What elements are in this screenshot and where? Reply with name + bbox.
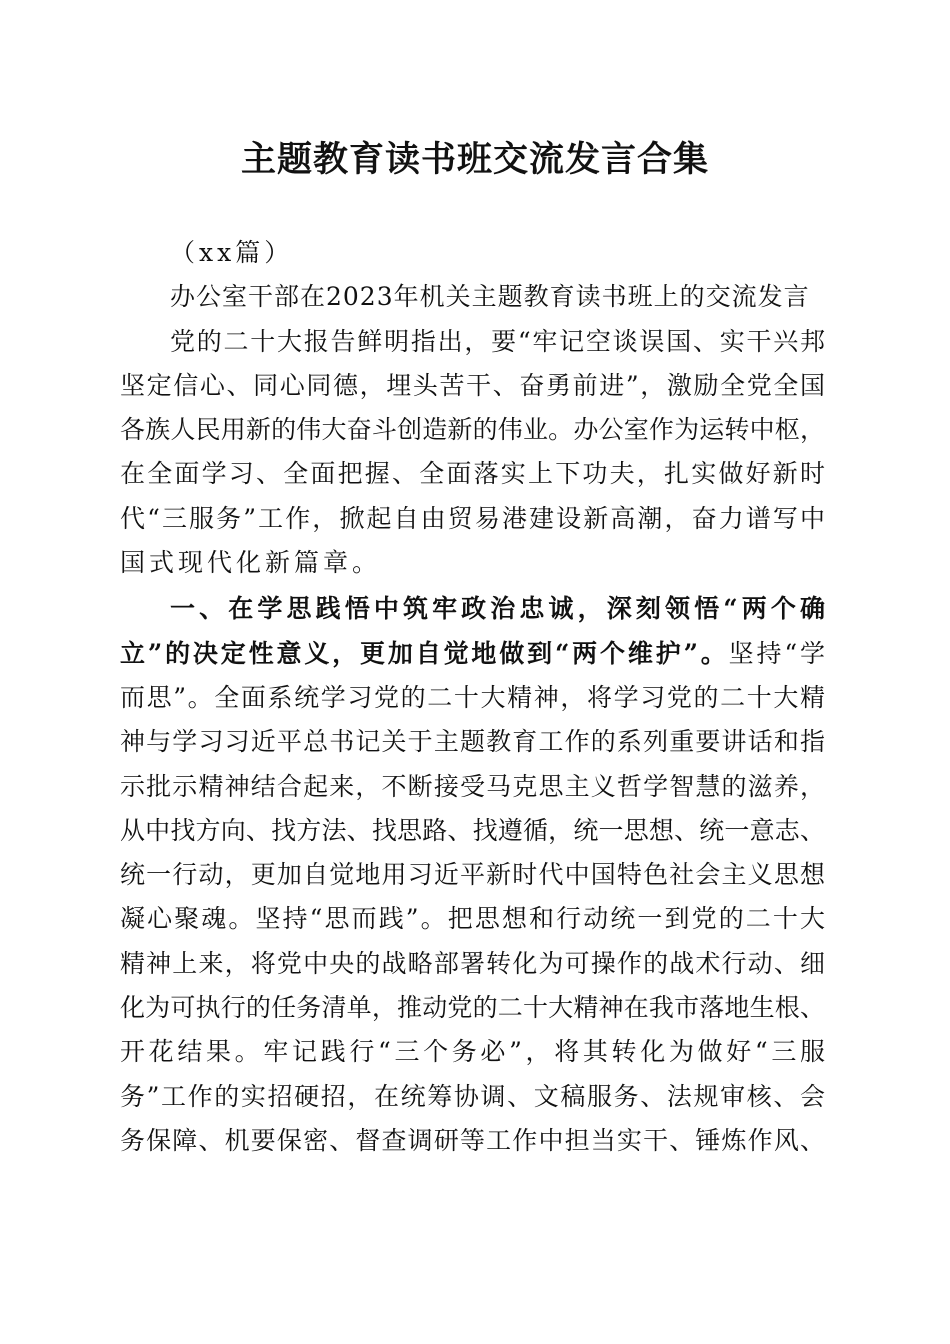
document-title: 主题教育读书班交流发言合集 [240,139,709,180]
speech-title: 办公室干部在2023年机关主题教育读书班上的交流发言 [170,282,810,312]
paragraph-text: 坚持“学 [728,638,825,668]
section-heading-cont: 立”的决定性意义，更加自觉地做到“两个维护”。 [120,638,729,668]
paragraph-line: 精神上来，将党中央的战略部署转化为可操作的战术行动、细 [120,948,825,978]
paragraph-line: 而思”。全面系统学习党的二十大精神，将学习党的二十大精 [120,682,825,712]
paragraph-line: 凝心聚魂。坚持“思而践”。把思想和行动统一到党的二十大 [120,904,825,934]
section-1-paragraph [120,587,825,1163]
paragraph-line: 化为可执行的任务清单，推动党的二十大精神在我市落地生根、 [120,993,825,1023]
paragraph-line: 开花结果。牢记践行“三个务必”，将其转化为做好“三服 [120,1037,825,1067]
paragraph-line: 党的二十大报告鲜明指出，要“牢记空谈误国、实干兴邦 [170,326,825,356]
paragraph-line: 示批示精神结合起来，不断接受马克思主义哲学智慧的滋养， [120,771,825,801]
paragraph-line: 务”工作的实招硬招，在统筹协调、文稿服务、法规审核、会 [120,1081,825,1111]
paragraph-line: 神与学习习近平总书记关于主题教育工作的系列重要讲话和指 [120,727,825,757]
paragraph-line [120,632,825,676]
intro-paragraph [120,320,825,586]
paragraph-line: 代“三服务”工作，掀起自由贸易港建设新高潮，奋力谱写中 [120,503,825,533]
paragraph-line: 坚定信心、同心同德，埋头苦干、奋勇前进”，激励全党全国 [120,370,825,400]
section-heading: 一、在学思践悟中筑牢政治忠诚，深刻领悟“两个确 [170,594,825,624]
paragraph-line: 统一行动，更加自觉地用习近平新时代中国特色社会主义思想 [120,860,825,890]
paragraph-line: 务保障、机要保密、督查调研等工作中担当实干、锤炼作风、 [120,1125,825,1155]
paragraph-line: 在全面学习、全面把握、全面落实上下功夫，扎实做好新时 [120,459,825,489]
paragraph-line: 国式现代化新篇章。 [120,548,382,578]
paragraph-line: 各族人民用新的伟大奋斗创造新的伟业。办公室作为运转中枢， [120,415,825,445]
document-body [120,231,825,1163]
subtitle: （xx篇） [170,238,294,267]
paragraph-line: 从中找方向、找方法、找思路、找遵循，统一思想、统一意志、 [120,815,825,845]
